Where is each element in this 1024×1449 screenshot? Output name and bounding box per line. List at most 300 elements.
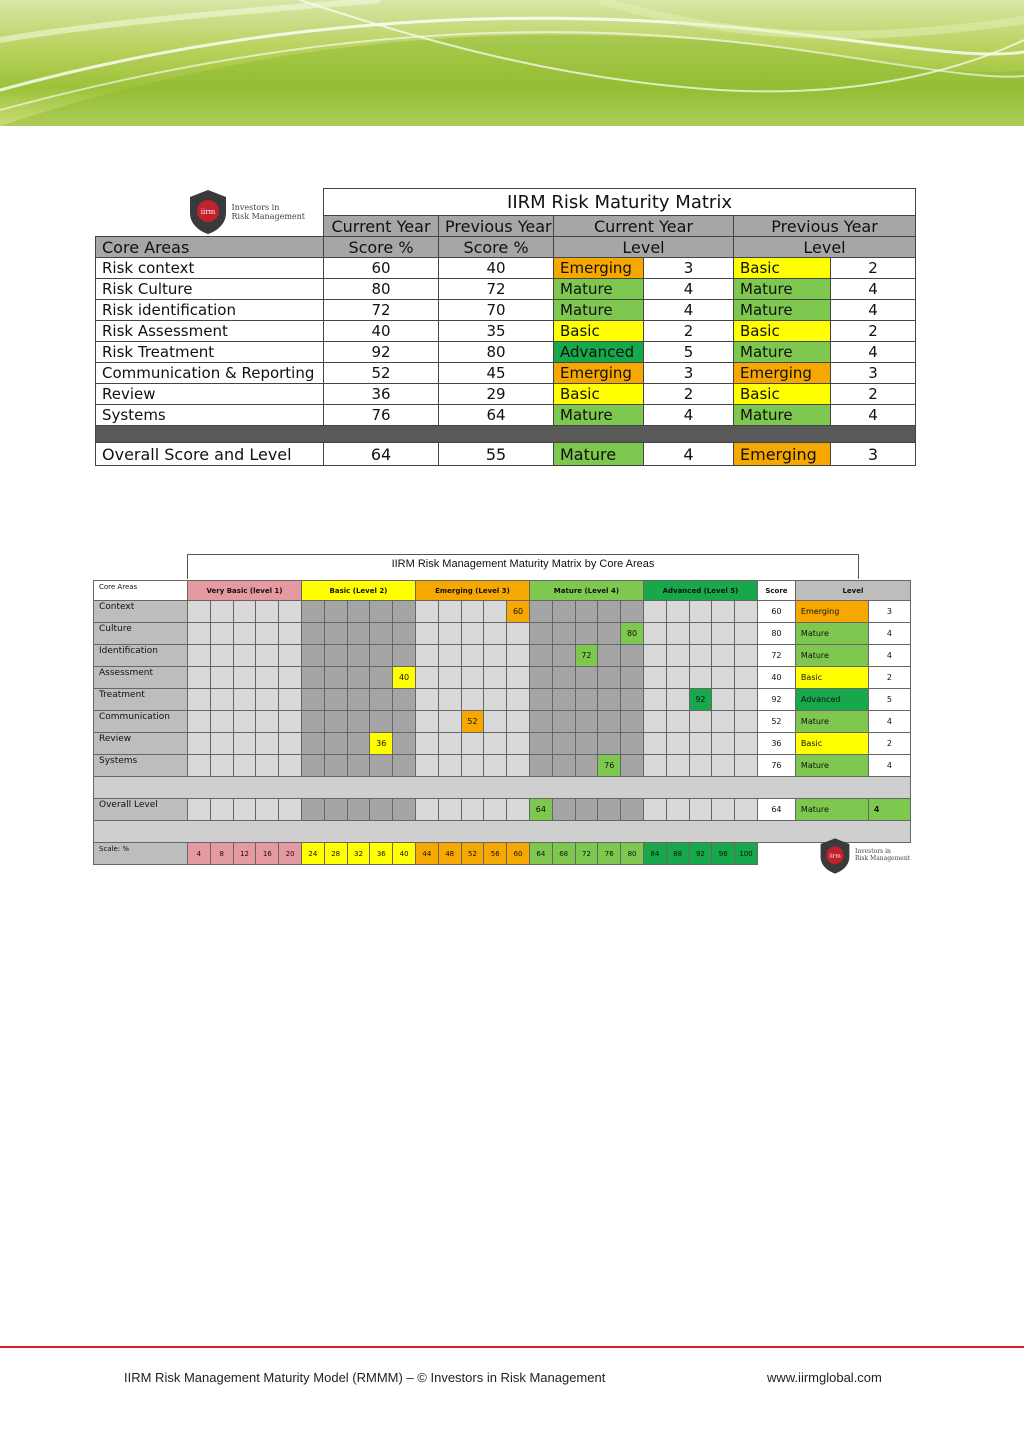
grid-cell: [256, 623, 279, 645]
grid-cell: [233, 645, 256, 667]
grid-cell: [552, 799, 575, 821]
grid-cell: [689, 623, 712, 645]
level-number: 4: [868, 711, 910, 733]
grid-cell: [461, 667, 484, 689]
grid-cell: [666, 799, 689, 821]
core-area-name: Identification: [94, 645, 188, 667]
scale-tick: 36: [370, 843, 393, 865]
previous-level-number: 3: [831, 363, 916, 384]
core-area-name: Assessment: [94, 667, 188, 689]
grid-cell: [598, 799, 621, 821]
iirm-logo-small: [819, 834, 910, 878]
grid-cell: [415, 645, 438, 667]
grid-cell: [301, 645, 324, 667]
level-label: Advanced: [795, 689, 868, 711]
shield-icon: [819, 834, 851, 878]
grid-cell: [210, 623, 233, 645]
grid-cell: [324, 667, 347, 689]
grid-cell: [279, 645, 302, 667]
grid-cell: [689, 733, 712, 755]
grid-cell: [301, 689, 324, 711]
overall-label: Overall Score and Level: [96, 443, 324, 466]
scale-tick: 72: [575, 843, 598, 865]
grid-cell: [712, 667, 735, 689]
grid-cell: [438, 667, 461, 689]
band-header-b: Basic (Level 2): [301, 581, 415, 601]
current-level: Basic: [554, 384, 644, 405]
current-level-number: 3: [644, 363, 734, 384]
grid-cell: [415, 601, 438, 623]
grid-cell: [393, 623, 416, 645]
grid-cell: [347, 623, 370, 645]
grid-cell: [301, 733, 324, 755]
grid-cell: [370, 667, 393, 689]
grid-cell: [279, 733, 302, 755]
grid-cell: [210, 601, 233, 623]
grid-cell: [666, 623, 689, 645]
grid-cell: [347, 711, 370, 733]
grid-cell: [552, 755, 575, 777]
grid-cell: [689, 711, 712, 733]
grid-cell: [324, 689, 347, 711]
grid-cell: [598, 667, 621, 689]
grid-cell: [347, 733, 370, 755]
scale-tick: 32: [347, 843, 370, 865]
scale-tick: 68: [552, 843, 575, 865]
core-area-name: Risk context: [96, 258, 324, 279]
score-value: 60: [757, 601, 795, 623]
grid-cell: [712, 799, 735, 821]
score-marker: 72: [575, 645, 598, 667]
grid-cell: [256, 799, 279, 821]
grid-cell: [347, 601, 370, 623]
grid-cell: [256, 645, 279, 667]
logo-cell: [96, 189, 324, 237]
grid-cell: [507, 799, 530, 821]
grid-cell: [301, 799, 324, 821]
overall-previous-level-number: 3: [831, 443, 916, 466]
current-score: 92: [324, 342, 439, 363]
grid-cell: [552, 733, 575, 755]
core-area-name: Risk identification: [96, 300, 324, 321]
grid-cell: [188, 755, 211, 777]
current-level-number: 2: [644, 321, 734, 342]
grid-cell: [370, 755, 393, 777]
core-areas-matrix: [93, 554, 917, 884]
grid-cell: [735, 689, 758, 711]
grid-cell: [461, 623, 484, 645]
level-label: Basic: [795, 667, 868, 689]
grid-cell: [188, 645, 211, 667]
grid-cell: [438, 623, 461, 645]
grid-cell: [438, 755, 461, 777]
previous-score: 64: [439, 405, 554, 426]
current-level: Emerging: [554, 258, 644, 279]
grid-cell: [575, 667, 598, 689]
header-banner: [0, 0, 1024, 126]
table-body: [96, 258, 916, 426]
grid-cell: [188, 733, 211, 755]
level-label: Emerging: [795, 601, 868, 623]
current-score: 52: [324, 363, 439, 384]
grid-cell: [461, 733, 484, 755]
grid-cell: [279, 755, 302, 777]
table-row: [96, 279, 916, 300]
level-number: 4: [868, 755, 910, 777]
logo-badge-text: iirm: [200, 208, 215, 217]
current-level: Mature: [554, 405, 644, 426]
scale-tick: 48: [438, 843, 461, 865]
grid-cell: [301, 667, 324, 689]
core-area-name: Risk Culture: [96, 279, 324, 300]
scale-tick: 76: [598, 843, 621, 865]
core-area-name: Communication: [94, 711, 188, 733]
current-score: 60: [324, 258, 439, 279]
grid-cell: [256, 601, 279, 623]
grid-cell: [735, 755, 758, 777]
current-level: Mature: [554, 279, 644, 300]
score-value: 92: [757, 689, 795, 711]
grid-cell: [552, 667, 575, 689]
band-header-a: Advanced (Level 5): [643, 581, 757, 601]
grid-cell: [233, 733, 256, 755]
grid-cell: [621, 601, 644, 623]
grid-cell: [461, 755, 484, 777]
header-level: Level: [795, 581, 910, 601]
grid-cell: [735, 733, 758, 755]
header-core-areas: Core Areas: [96, 237, 324, 258]
grid-cell: [415, 667, 438, 689]
matrix-row: [94, 601, 911, 623]
current-level: Basic: [554, 321, 644, 342]
level-label: Mature: [795, 755, 868, 777]
grid-cell: [575, 733, 598, 755]
grid-cell: [256, 667, 279, 689]
current-level-number: 5: [644, 342, 734, 363]
grid-cell: [188, 623, 211, 645]
table-row: [96, 258, 916, 279]
score-marker: 52: [461, 711, 484, 733]
grid-cell: [552, 601, 575, 623]
grid-cell: [256, 711, 279, 733]
matrix-grid: [93, 580, 911, 865]
matrix-row: [94, 733, 911, 755]
grid-cell: [188, 711, 211, 733]
scale-label: Scale: %: [94, 843, 188, 865]
grid-cell: [666, 645, 689, 667]
core-area-name: Overall Level: [94, 799, 188, 821]
matrix-row: [94, 623, 911, 645]
scale-tick: 56: [484, 843, 507, 865]
grid-cell: [279, 799, 302, 821]
logo-badge-text: iirm: [829, 853, 841, 860]
score-marker: 40: [393, 667, 416, 689]
grid-cell: [210, 645, 233, 667]
grid-cell: [712, 601, 735, 623]
overall-row: [96, 443, 916, 466]
grid-cell: [575, 799, 598, 821]
score-marker: 80: [621, 623, 644, 645]
grid-cell: [301, 755, 324, 777]
grid-cell: [643, 689, 666, 711]
previous-level: Basic: [734, 321, 831, 342]
current-level-number: 3: [644, 258, 734, 279]
matrix-row: [94, 689, 911, 711]
grid-cell: [301, 711, 324, 733]
grid-cell: [529, 645, 552, 667]
scale-tick: 88: [666, 843, 689, 865]
grid-cell: [735, 601, 758, 623]
grid-cell: [621, 755, 644, 777]
previous-level-number: 4: [831, 279, 916, 300]
current-score: 76: [324, 405, 439, 426]
previous-score: 29: [439, 384, 554, 405]
overall-previous-level: Emerging: [734, 443, 831, 466]
grid-cell: [210, 733, 233, 755]
grid-cell: [484, 667, 507, 689]
level-label: Mature: [795, 645, 868, 667]
score-marker: 36: [370, 733, 393, 755]
grid-cell: [643, 711, 666, 733]
overall-level-row: [94, 799, 911, 821]
score-marker: 64: [529, 799, 552, 821]
current-level-number: 4: [644, 279, 734, 300]
previous-level: Basic: [734, 384, 831, 405]
matrix-row: [94, 645, 911, 667]
logo-line-1: Investors in: [231, 203, 280, 213]
scale-tick: 64: [529, 843, 552, 865]
grid-cell: [712, 733, 735, 755]
core-area-name: Treatment: [94, 689, 188, 711]
grid-cell: [621, 711, 644, 733]
grid-cell: [438, 799, 461, 821]
grid-cell: [233, 755, 256, 777]
level-label: Mature: [795, 711, 868, 733]
grid-cell: [210, 799, 233, 821]
grid-cell: [324, 645, 347, 667]
grid-cell: [324, 733, 347, 755]
grid-cell: [666, 601, 689, 623]
level-number: 2: [868, 667, 910, 689]
grid-cell: [735, 667, 758, 689]
core-area-name: Systems: [94, 755, 188, 777]
grid-cell: [233, 689, 256, 711]
level-label: Basic: [795, 733, 868, 755]
grid-cell: [393, 645, 416, 667]
grid-cell: [324, 799, 347, 821]
grid-cell: [689, 755, 712, 777]
footer-website-link[interactable]: www.iirmglobal.com: [767, 1370, 882, 1385]
grid-cell: [279, 601, 302, 623]
overall-current-level-number: 4: [644, 443, 734, 466]
header-score: Score: [757, 581, 795, 601]
grid-cell: [438, 711, 461, 733]
header-current-year-level: Current Year: [554, 216, 734, 237]
grid-cell: [507, 667, 530, 689]
scale-tick: 28: [324, 843, 347, 865]
scale-tick: 8: [210, 843, 233, 865]
previous-level-number: 4: [831, 300, 916, 321]
scale-tick: 60: [507, 843, 530, 865]
grid-cell: [507, 733, 530, 755]
header-previous-year: Previous Year: [439, 216, 554, 237]
grid-cell: [484, 733, 507, 755]
grid-cell: [415, 755, 438, 777]
level-number: 4: [868, 623, 910, 645]
header-previous-year-level: Previous Year: [734, 216, 916, 237]
grid-cell: [621, 645, 644, 667]
grid-cell: [324, 755, 347, 777]
band-header-vb: Very Basic (level 1): [188, 581, 302, 601]
grid-cell: [598, 689, 621, 711]
grid-cell: [415, 623, 438, 645]
grid-cell: [643, 733, 666, 755]
footer-copyright: IIRM Risk Management Maturity Model (RMMM) – © Investors in Risk Management: [124, 1370, 606, 1385]
grid-cell: [689, 799, 712, 821]
grid-cell: [188, 601, 211, 623]
previous-score: 72: [439, 279, 554, 300]
grid-cell: [233, 711, 256, 733]
table-row: [96, 384, 916, 405]
grid-cell: [575, 623, 598, 645]
grid-cell: [393, 689, 416, 711]
grid-cell: [529, 689, 552, 711]
grid-cell: [393, 711, 416, 733]
score-value: 52: [757, 711, 795, 733]
grid-cell: [643, 799, 666, 821]
scale-tick: 96: [712, 843, 735, 865]
grid-cell: [621, 667, 644, 689]
grid-cell: [279, 667, 302, 689]
grid-cell: [256, 689, 279, 711]
grid-cell: [347, 689, 370, 711]
grid-cell: [279, 689, 302, 711]
logo-line-2: Risk Management: [855, 855, 911, 862]
logo-line-2: Risk Management: [231, 212, 306, 222]
grid-cell: [575, 601, 598, 623]
footer-rule: [0, 1346, 1024, 1348]
grid-cell: [552, 623, 575, 645]
previous-score: 70: [439, 300, 554, 321]
iirm-logo: [96, 189, 324, 235]
grid-cell: [689, 667, 712, 689]
logo-line-1: Investors in: [855, 848, 891, 856]
grid-cell: [507, 711, 530, 733]
scale-tick: 52: [461, 843, 484, 865]
scale-tick: 20: [279, 843, 302, 865]
grid-cell: [735, 799, 758, 821]
grid-cell: [279, 711, 302, 733]
grid-cell: [256, 755, 279, 777]
grid-cell: [666, 733, 689, 755]
grid-cell: [598, 711, 621, 733]
shield-icon: [188, 189, 228, 235]
scale-row: [94, 843, 911, 865]
previous-score: 45: [439, 363, 554, 384]
current-level: Mature: [554, 300, 644, 321]
scale-tick: 16: [256, 843, 279, 865]
overall-current-score: 64: [324, 443, 439, 466]
grid-cell: [438, 689, 461, 711]
band-header-m: Mature (Level 4): [529, 581, 643, 601]
grid-cell: [324, 623, 347, 645]
grid-cell: [507, 645, 530, 667]
score-value: 76: [757, 755, 795, 777]
level-label: Mature: [795, 623, 868, 645]
grid-cell: [529, 711, 552, 733]
grid-cell: [301, 601, 324, 623]
level-number: 4: [868, 799, 910, 821]
previous-score: 35: [439, 321, 554, 342]
matrix-title: IIRM Risk Management Maturity Matrix by Core Areas: [187, 554, 859, 579]
score-value: 40: [757, 667, 795, 689]
grid-cell: [643, 623, 666, 645]
core-area-name: Communication & Reporting: [96, 363, 324, 384]
grid-cell: [712, 711, 735, 733]
grid-cell: [393, 799, 416, 821]
grid-cell: [712, 623, 735, 645]
grid-cell: [575, 711, 598, 733]
score-value: 72: [757, 645, 795, 667]
previous-level-number: 4: [831, 405, 916, 426]
grid-cell: [393, 755, 416, 777]
grid-cell: [666, 711, 689, 733]
spacer-row: [94, 821, 911, 843]
core-area-name: Review: [96, 384, 324, 405]
grid-cell: [210, 689, 233, 711]
grid-cell: [689, 645, 712, 667]
grid-cell: [735, 645, 758, 667]
core-area-name: Risk Treatment: [96, 342, 324, 363]
grid-cell: [666, 667, 689, 689]
previous-level: Basic: [734, 258, 831, 279]
risk-maturity-matrix-table: [95, 188, 916, 466]
current-level-number: 4: [644, 300, 734, 321]
current-level-number: 4: [644, 405, 734, 426]
grid-cell: [233, 623, 256, 645]
grid-cell: [393, 733, 416, 755]
matrix-row: [94, 667, 911, 689]
grid-cell: [210, 711, 233, 733]
grid-cell: [712, 755, 735, 777]
matrix-row: [94, 711, 911, 733]
grid-cell: [598, 645, 621, 667]
table-row: [96, 363, 916, 384]
grid-cell: [735, 623, 758, 645]
grid-cell: [598, 623, 621, 645]
previous-level-number: 2: [831, 384, 916, 405]
grid-cell: [210, 667, 233, 689]
header-level-current: Level: [554, 237, 734, 258]
grid-cell: [529, 733, 552, 755]
grid-cell: [529, 667, 552, 689]
previous-level: Mature: [734, 405, 831, 426]
current-score: 40: [324, 321, 439, 342]
header-current-year: Current Year: [324, 216, 439, 237]
header-score-pct-previous: Score %: [439, 237, 554, 258]
previous-score: 40: [439, 258, 554, 279]
score-value: 64: [757, 799, 795, 821]
score-marker: 76: [598, 755, 621, 777]
scale-tick: 40: [393, 843, 416, 865]
grid-cell: [484, 799, 507, 821]
grid-cell: [347, 645, 370, 667]
header-score-pct-current: Score %: [324, 237, 439, 258]
grid-cell: [438, 645, 461, 667]
current-score: 36: [324, 384, 439, 405]
grid-cell: [438, 733, 461, 755]
grid-cell: [415, 799, 438, 821]
